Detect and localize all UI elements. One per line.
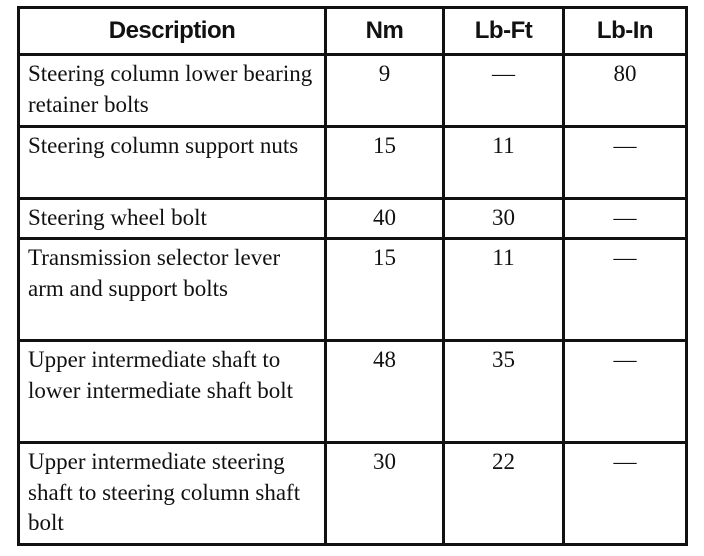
header-description: Description — [19, 8, 326, 55]
lb-in-cell: — — [564, 443, 687, 545]
lb-ft-cell: 35 — [444, 341, 564, 443]
torque-spec-table — [17, 6, 688, 546]
lb-ft-cell: 11 — [444, 127, 564, 199]
lb-in-cell: — — [564, 341, 687, 443]
header-nm: Nm — [326, 8, 444, 55]
description-cell: Transmission selector lever arm and support bolts — [19, 239, 326, 341]
lb-in-cell: 80 — [564, 55, 687, 127]
lb-in-cell: — — [564, 127, 687, 199]
lb-ft-cell: — — [444, 55, 564, 127]
description-cell: Steering wheel bolt — [19, 199, 326, 239]
table-row — [19, 127, 687, 199]
header-lb-in: Lb-In — [564, 8, 687, 55]
nm-cell: 15 — [326, 239, 444, 341]
description-cell: Upper intermediate steering shaft to steering column shaft bolt — [19, 443, 326, 545]
nm-cell: 30 — [326, 443, 444, 545]
header-lb-ft: Lb-Ft — [444, 8, 564, 55]
table-row — [19, 199, 687, 239]
nm-cell: 15 — [326, 127, 444, 199]
table-row — [19, 239, 687, 341]
lb-ft-cell: 30 — [444, 199, 564, 239]
table-row — [19, 55, 687, 127]
lb-in-cell: — — [564, 239, 687, 341]
nm-cell: 48 — [326, 341, 444, 443]
header-row — [19, 8, 687, 55]
description-cell: Upper intermediate shaft to lower intermediate shaft bolt — [19, 341, 326, 443]
lb-ft-cell: 22 — [444, 443, 564, 545]
nm-cell: 40 — [326, 199, 444, 239]
table-row — [19, 443, 687, 545]
lb-ft-cell: 11 — [444, 239, 564, 341]
description-cell: Steering column lower bearing retainer bolts — [19, 55, 326, 127]
lb-in-cell: — — [564, 199, 687, 239]
nm-cell: 9 — [326, 55, 444, 127]
description-cell: Steering column support nuts — [19, 127, 326, 199]
table-row — [19, 341, 687, 443]
